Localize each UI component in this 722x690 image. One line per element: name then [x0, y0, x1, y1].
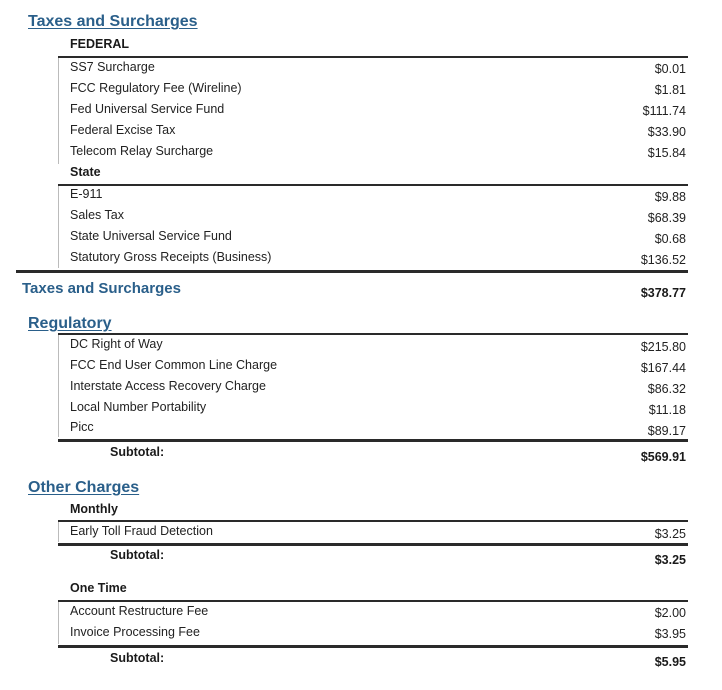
federal-left-border	[58, 58, 59, 164]
one-time-item-label: Account Restructure Fee	[70, 604, 209, 618]
federal-item-amount: $0.01	[654, 62, 686, 76]
state-rule	[58, 184, 688, 186]
one-time-subtotal-rule	[58, 645, 688, 648]
monthly-item-label: Early Toll Fraud Detection	[70, 524, 213, 538]
regulatory-section-title: Regulatory	[28, 315, 112, 332]
regulatory-item-label: Picc	[70, 420, 94, 434]
state-left-border	[58, 186, 59, 268]
taxes-total-amount: $378.77	[640, 286, 686, 300]
state-item-label: State Universal Service Fund	[70, 229, 232, 243]
one-time-item-label: Invoice Processing Fee	[70, 625, 200, 639]
federal-item-label: Fed Universal Service Fund	[70, 102, 225, 116]
federal-heading: FEDERAL	[70, 37, 130, 51]
regulatory-item-label: Interstate Access Recovery Charge	[70, 379, 266, 393]
federal-rule	[58, 56, 688, 58]
monthly-subtotal-amount: $3.25	[654, 553, 686, 567]
one-time-heading: One Time	[70, 581, 127, 595]
federal-item-amount: $1.81	[654, 83, 686, 97]
federal-item-amount: $111.74	[642, 104, 686, 118]
monthly-subtotal-label: Subtotal:	[110, 548, 165, 562]
one-time-left-border	[58, 602, 59, 644]
regulatory-item-label: Local Number Portability	[70, 400, 207, 414]
state-item-label: E-911	[70, 187, 103, 201]
monthly-heading: Monthly	[70, 502, 118, 516]
monthly-left-border	[58, 522, 59, 542]
federal-item-amount: $33.90	[647, 125, 686, 139]
taxes-total-label: Taxes and Surcharges	[22, 280, 181, 297]
regulatory-item-amount: $89.17	[647, 424, 686, 438]
monthly-rule	[58, 520, 688, 522]
one-time-subtotal-amount: $5.95	[654, 655, 686, 669]
regulatory-item-amount: $215.80	[640, 340, 686, 354]
state-item-label: Sales Tax	[70, 208, 124, 222]
federal-item-label: SS7 Surcharge	[70, 60, 155, 74]
one-time-item-amount: $3.95	[654, 627, 686, 641]
one-time-subtotal-label: Subtotal:	[110, 651, 165, 665]
state-item-amount: $9.88	[654, 190, 686, 204]
regulatory-item-amount: $167.44	[640, 361, 686, 375]
regulatory-item-label: DC Right of Way	[70, 337, 163, 351]
taxes-total-rule	[16, 270, 688, 273]
state-heading: State	[70, 165, 101, 179]
regulatory-left-border	[58, 335, 59, 437]
state-item-amount: $68.39	[647, 211, 686, 225]
regulatory-subtotal-amount: $569.91	[640, 450, 686, 464]
one-time-item-amount: $2.00	[654, 606, 686, 620]
one-time-rule	[58, 600, 688, 602]
state-item-label: Statutory Gross Receipts (Business)	[70, 250, 272, 264]
regulatory-rule	[58, 333, 688, 335]
taxes-section-title: Taxes and Surcharges	[28, 13, 198, 30]
monthly-item-amount: $3.25	[654, 527, 686, 541]
monthly-subtotal-rule	[58, 543, 688, 546]
state-item-amount: $136.52	[640, 253, 686, 267]
federal-item-label: Federal Excise Tax	[70, 123, 176, 137]
other-charges-section-title: Other Charges	[28, 479, 140, 496]
federal-item-label: Telecom Relay Surcharge	[70, 144, 214, 158]
federal-item-label: FCC Regulatory Fee (Wireline)	[70, 81, 242, 95]
regulatory-subtotal-label: Subtotal:	[110, 445, 165, 459]
regulatory-item-amount: $86.32	[647, 382, 686, 396]
regulatory-item-amount: $11.18	[648, 403, 686, 417]
regulatory-item-label: FCC End User Common Line Charge	[70, 358, 278, 372]
state-item-amount: $0.68	[654, 232, 686, 246]
federal-item-amount: $15.84	[647, 146, 686, 160]
regulatory-subtotal-rule	[58, 439, 688, 442]
